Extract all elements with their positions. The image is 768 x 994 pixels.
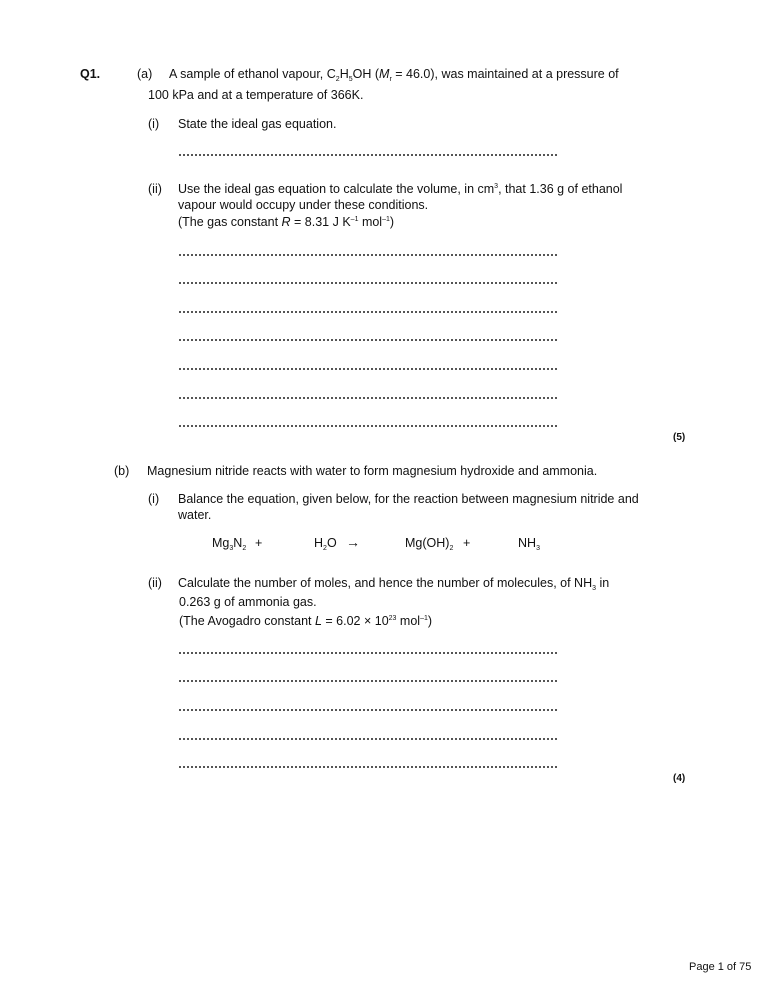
part-a-label: (a) [137, 67, 153, 81]
answer-line [179, 762, 557, 768]
part-b-marks: (4) [673, 773, 686, 784]
equation-h2o: $H_2O$ [314, 536, 337, 552]
part-a-ii-line3: (The gas constant R = 8.31 J $K^{-1}$ mol$^{-1}$) [178, 215, 395, 229]
answer-line [179, 676, 557, 682]
part-b-ii-line2: 0.263 g of ammonia gas. [179, 595, 317, 609]
answer-line [179, 335, 557, 341]
answer-line [179, 393, 557, 399]
part-a-ii-line1: Use the ideal gas equation to calculate the volume, in $cm^3$, that 1.36 g of ethanol [178, 182, 623, 196]
part-a-i-text: State the ideal gas equation. [178, 117, 337, 131]
page-number: Page 1 of 75 [689, 961, 752, 973]
equation-nh3: $NH_3$ [518, 536, 540, 552]
part-b-i-label: (i) [148, 492, 160, 506]
question-number: Q1. [80, 67, 101, 81]
answer-line [179, 421, 557, 427]
answer-line [179, 250, 557, 256]
part-b-ii-line3: (The Avogadro constant $L = 6.02 \times 10^{23}$ mol$^{-1}$) [179, 614, 433, 628]
part-a-intro-line2: 100 kPa and at a temperature of 366K. [148, 88, 364, 102]
part-b-i-line2: water. [178, 508, 212, 522]
answer-line [179, 307, 557, 313]
part-b-ii-label: (ii) [148, 576, 162, 590]
answer-line [179, 364, 557, 370]
part-a-ii-line2: vapour would occupy under these conditions. [178, 198, 429, 212]
answer-line [179, 648, 557, 654]
answer-line [179, 734, 557, 740]
part-b-intro: Magnesium nitride reacts with water to form magnesium hydroxide and ammonia. [147, 464, 598, 478]
equation-plus: + [255, 536, 263, 550]
part-b-label: (b) [114, 464, 130, 478]
part-b-i-line1: Balance the equation, given below, for the reaction between magnesium nitride and [178, 492, 639, 506]
equation-mgoh2: $Mg(OH)_2$ [405, 536, 454, 552]
answer-line [179, 278, 557, 284]
part-a-intro-line1: A sample of ethanol vapour, $C_2H_5OH$ $(M_r = 46.0)$, was maintained at a pressure of [169, 67, 619, 83]
answer-line [179, 150, 557, 156]
equation-mg3n2: $Mg_3N_2$ [212, 536, 247, 552]
equation-plus: + [463, 536, 471, 550]
answer-line [179, 705, 557, 711]
part-b-ii-line1: Calculate the number of moles, and hence the number of molecules, of $NH_3$ in [178, 576, 610, 592]
part-a-ii-label: (ii) [148, 182, 162, 196]
part-a-i-label: (i) [148, 117, 160, 131]
reaction-arrow-icon: → [346, 534, 360, 550]
part-a-marks: (5) [673, 432, 686, 443]
